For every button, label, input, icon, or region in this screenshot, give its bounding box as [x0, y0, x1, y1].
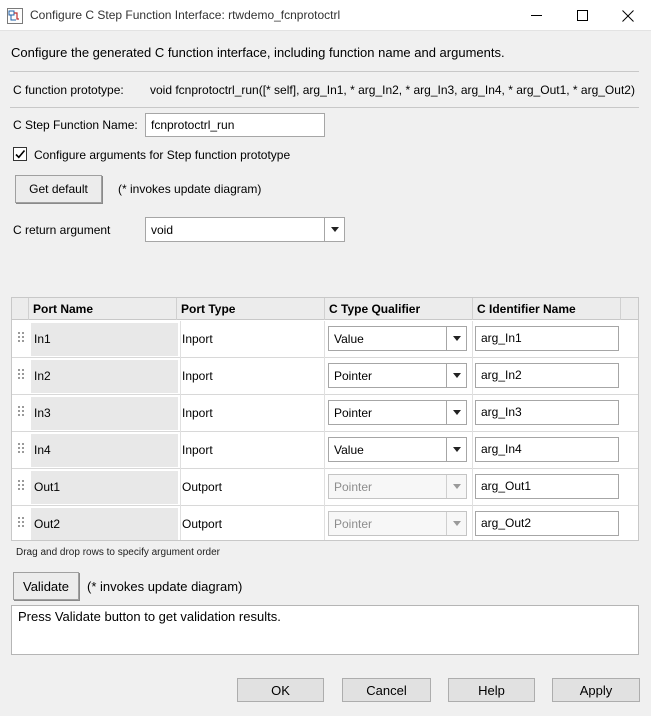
header-spacer [620, 298, 638, 320]
dropdown-arrow-icon[interactable] [324, 218, 344, 241]
qualifier-select[interactable] [328, 326, 467, 351]
table-row[interactable] [12, 321, 638, 358]
port-type-cell: Inport [180, 358, 328, 395]
identifier-input[interactable]: arg_Out1 [475, 474, 619, 499]
table-row[interactable] [12, 469, 638, 506]
port-type-cell: Inport [180, 321, 328, 358]
get-default-button[interactable]: Get default [15, 175, 102, 203]
drag-handle-icon[interactable] [18, 443, 26, 457]
qualifier-select[interactable] [328, 363, 467, 388]
get-default-hint: (* invokes update diagram) [118, 182, 262, 196]
drag-hint: Drag and drop rows to specify argument order [16, 547, 220, 558]
column-divider [472, 432, 473, 469]
table-row[interactable] [12, 432, 638, 469]
validate-hint: (* invokes update diagram) [87, 579, 243, 594]
divider [10, 71, 639, 72]
drag-handle-icon[interactable] [18, 517, 26, 531]
column-divider [324, 432, 325, 469]
apply-button[interactable]: Apply [552, 678, 640, 702]
drag-handle-icon[interactable] [18, 332, 26, 346]
identifier-input[interactable]: arg_In2 [475, 363, 619, 388]
port-name-column-header[interactable]: Port Name [28, 298, 180, 320]
port-type-cell: Inport [180, 432, 328, 469]
column-divider [324, 395, 325, 432]
column-divider [472, 469, 473, 506]
dialog-description: Configure the generated C function interface, including function name and arguments. [11, 45, 505, 60]
step-function-name-input[interactable]: fcnprotoctrl_run [145, 113, 325, 137]
port-type-cell: Inport [180, 395, 328, 432]
configure-arguments-checkbox[interactable] [13, 147, 27, 161]
port-type-cell: Outport [180, 506, 328, 541]
help-button[interactable]: Help [448, 678, 535, 702]
dropdown-arrow-icon[interactable] [446, 327, 466, 350]
divider [10, 107, 639, 108]
column-divider [324, 506, 325, 541]
maximize-button[interactable] [559, 0, 605, 31]
minimize-icon [531, 10, 542, 21]
return-argument-select[interactable] [145, 217, 345, 242]
column-divider [324, 358, 325, 395]
port-name-cell: In4 [31, 434, 178, 467]
cancel-button[interactable]: Cancel [342, 678, 431, 702]
port-type-cell: Outport [180, 469, 328, 506]
title-bar[interactable] [0, 0, 651, 31]
port-name-cell: Out1 [31, 471, 178, 504]
qualifier-select[interactable] [328, 437, 467, 462]
ok-button[interactable]: OK [237, 678, 324, 702]
dropdown-arrow-icon[interactable] [446, 401, 466, 424]
drag-handle-icon[interactable] [18, 480, 26, 494]
qualifier-select [328, 511, 467, 536]
identifier-input[interactable]: arg_Out2 [475, 511, 619, 536]
configure-arguments-label[interactable]: Configure arguments for Step function prototype [34, 148, 291, 162]
port-type-column-header[interactable]: Port Type [176, 298, 326, 320]
return-argument-value: void [151, 223, 174, 237]
table-row[interactable] [12, 506, 638, 541]
port-name-cell: In1 [31, 323, 178, 356]
column-divider [472, 506, 473, 541]
dropdown-arrow-icon[interactable] [446, 364, 466, 387]
drag-handle-icon[interactable] [18, 406, 26, 420]
dropdown-arrow-icon [446, 475, 466, 498]
window-title: Configure C Step Function Interface: rtwdemo_fcnprotoctrl [30, 8, 341, 22]
dropdown-arrow-icon [446, 512, 466, 535]
column-divider [472, 358, 473, 395]
port-name-cell: In2 [31, 360, 178, 393]
drag-handle-icon[interactable] [18, 369, 26, 383]
port-name-cell: In3 [31, 397, 178, 430]
identifier-input[interactable]: arg_In3 [475, 400, 619, 425]
prototype-label: C function prototype: [13, 83, 124, 97]
column-divider [472, 321, 473, 358]
table-row[interactable] [12, 358, 638, 395]
minimize-button[interactable] [513, 0, 559, 31]
prototype-value: void fcnprotoctrl_run([* self], arg_In1, * arg_In2, * arg_In3, arg_In4, * arg_Out1, * arg_Out2) [150, 83, 635, 97]
maximize-icon [577, 10, 588, 21]
validate-button[interactable]: Validate [13, 572, 79, 600]
checkmark-icon [14, 148, 26, 160]
simulink-app-icon [7, 8, 23, 24]
close-icon [622, 10, 634, 22]
arguments-table [11, 297, 639, 541]
dropdown-arrow-icon[interactable] [446, 438, 466, 461]
return-argument-label: C return argument [13, 223, 111, 237]
identifier-column-header[interactable]: C Identifier Name [472, 298, 622, 320]
identifier-input[interactable]: arg_In1 [475, 326, 619, 351]
qualifier-value: Pointer [334, 480, 373, 494]
column-divider [472, 395, 473, 432]
close-button[interactable] [605, 0, 651, 31]
qualifier-select [328, 474, 467, 499]
qualifier-value: Value [334, 443, 364, 457]
table-header [12, 298, 638, 320]
identifier-input[interactable]: arg_In4 [475, 437, 619, 462]
qualifier-value: Pointer [334, 406, 373, 420]
step-function-name-label: C Step Function Name: [13, 118, 138, 132]
qualifier-column-header[interactable]: C Type Qualifier [324, 298, 472, 320]
qualifier-select[interactable] [328, 400, 467, 425]
qualifier-value: Pointer [334, 369, 373, 383]
port-name-cell: Out2 [31, 508, 178, 541]
column-divider [324, 321, 325, 358]
validation-results: Press Validate button to get validation results. [11, 605, 639, 655]
qualifier-value: Value [334, 332, 364, 346]
qualifier-value: Pointer [334, 517, 373, 531]
table-row[interactable] [12, 395, 638, 432]
column-divider [324, 469, 325, 506]
